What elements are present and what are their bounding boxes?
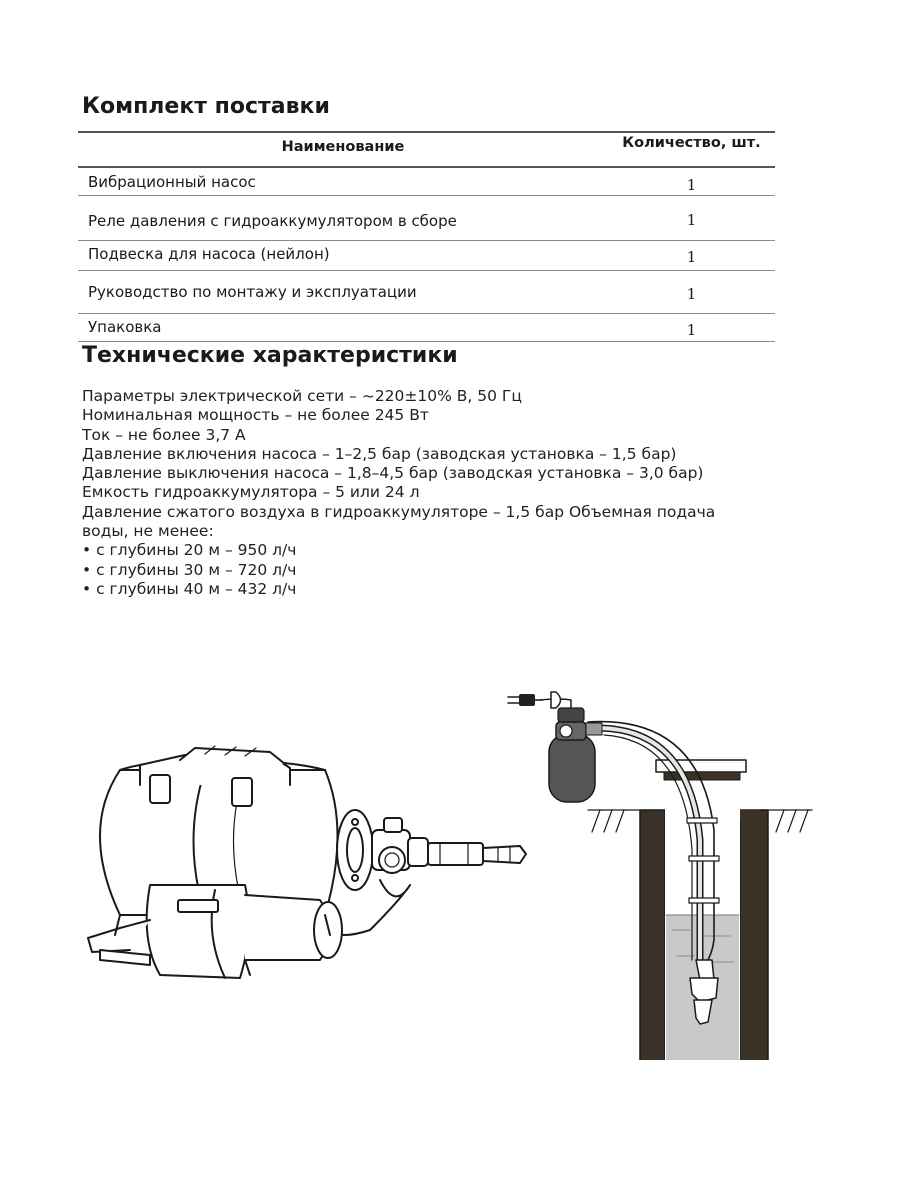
table-row <box>78 313 775 341</box>
kit-table <box>78 131 775 342</box>
header-qty: Количество, шт. <box>608 132 775 167</box>
table-row <box>78 240 775 270</box>
spec-bullet: • с глубины 20 м – 950 л/ч <box>82 541 297 560</box>
spec-line: Давление сжатого воздуха в гидроаккумуляторе – 1,5 бар Объемная подача воды, не менее: <box>82 502 716 541</box>
specs-list <box>82 387 732 599</box>
row-qty: 1 <box>608 270 775 313</box>
row-qty: 1 <box>608 313 775 341</box>
row-name: Упаковка <box>78 313 608 341</box>
table-row <box>78 195 775 240</box>
spec-bullet: • с глубины 30 м – 720 л/ч <box>82 560 297 579</box>
pump-station-illustration <box>88 746 526 978</box>
spec-line: Давление выключения насоса – 1,8–4,5 бар (заводская установка – 3,0 бар) <box>82 464 704 483</box>
spec-line: Давление включения насоса – 1–2,5 бар (заводская установка – 1,5 бар) <box>82 444 677 463</box>
row-name: Руководство по монтажу и эксплуатации <box>78 270 608 313</box>
spec-bullet: • с глубины 40 м – 432 л/ч <box>82 579 297 598</box>
row-qty: 1 <box>608 195 775 240</box>
spec-line: Номинальная мощность – не более 245 Вт <box>82 406 429 425</box>
spec-line: Ток – не более 3,7 А <box>82 425 246 444</box>
header-name: Наименование <box>78 132 608 167</box>
row-name: Реле давления с гидроаккумулятором в сборе <box>78 195 608 240</box>
well-installation-diagram <box>508 692 812 1060</box>
kit-section-title: Комплект поставки <box>82 94 330 119</box>
spec-line: Емкость гидроаккумулятора – 5 или 24 л <box>82 483 420 502</box>
table-row <box>78 270 775 313</box>
row-name: Вибрационный насос <box>78 167 608 195</box>
row-qty: 1 <box>608 167 775 195</box>
spec-line: Параметры электрической сети – ~220±10% В, 50 Гц <box>82 387 522 405</box>
kit-table-header <box>78 132 775 167</box>
specs-section-title: Технические характеристики <box>82 343 458 368</box>
row-name: Подвеска для насоса (нейлон) <box>78 240 608 270</box>
illustrations <box>0 660 900 1060</box>
table-row <box>78 167 775 195</box>
row-qty: 1 <box>608 240 775 270</box>
